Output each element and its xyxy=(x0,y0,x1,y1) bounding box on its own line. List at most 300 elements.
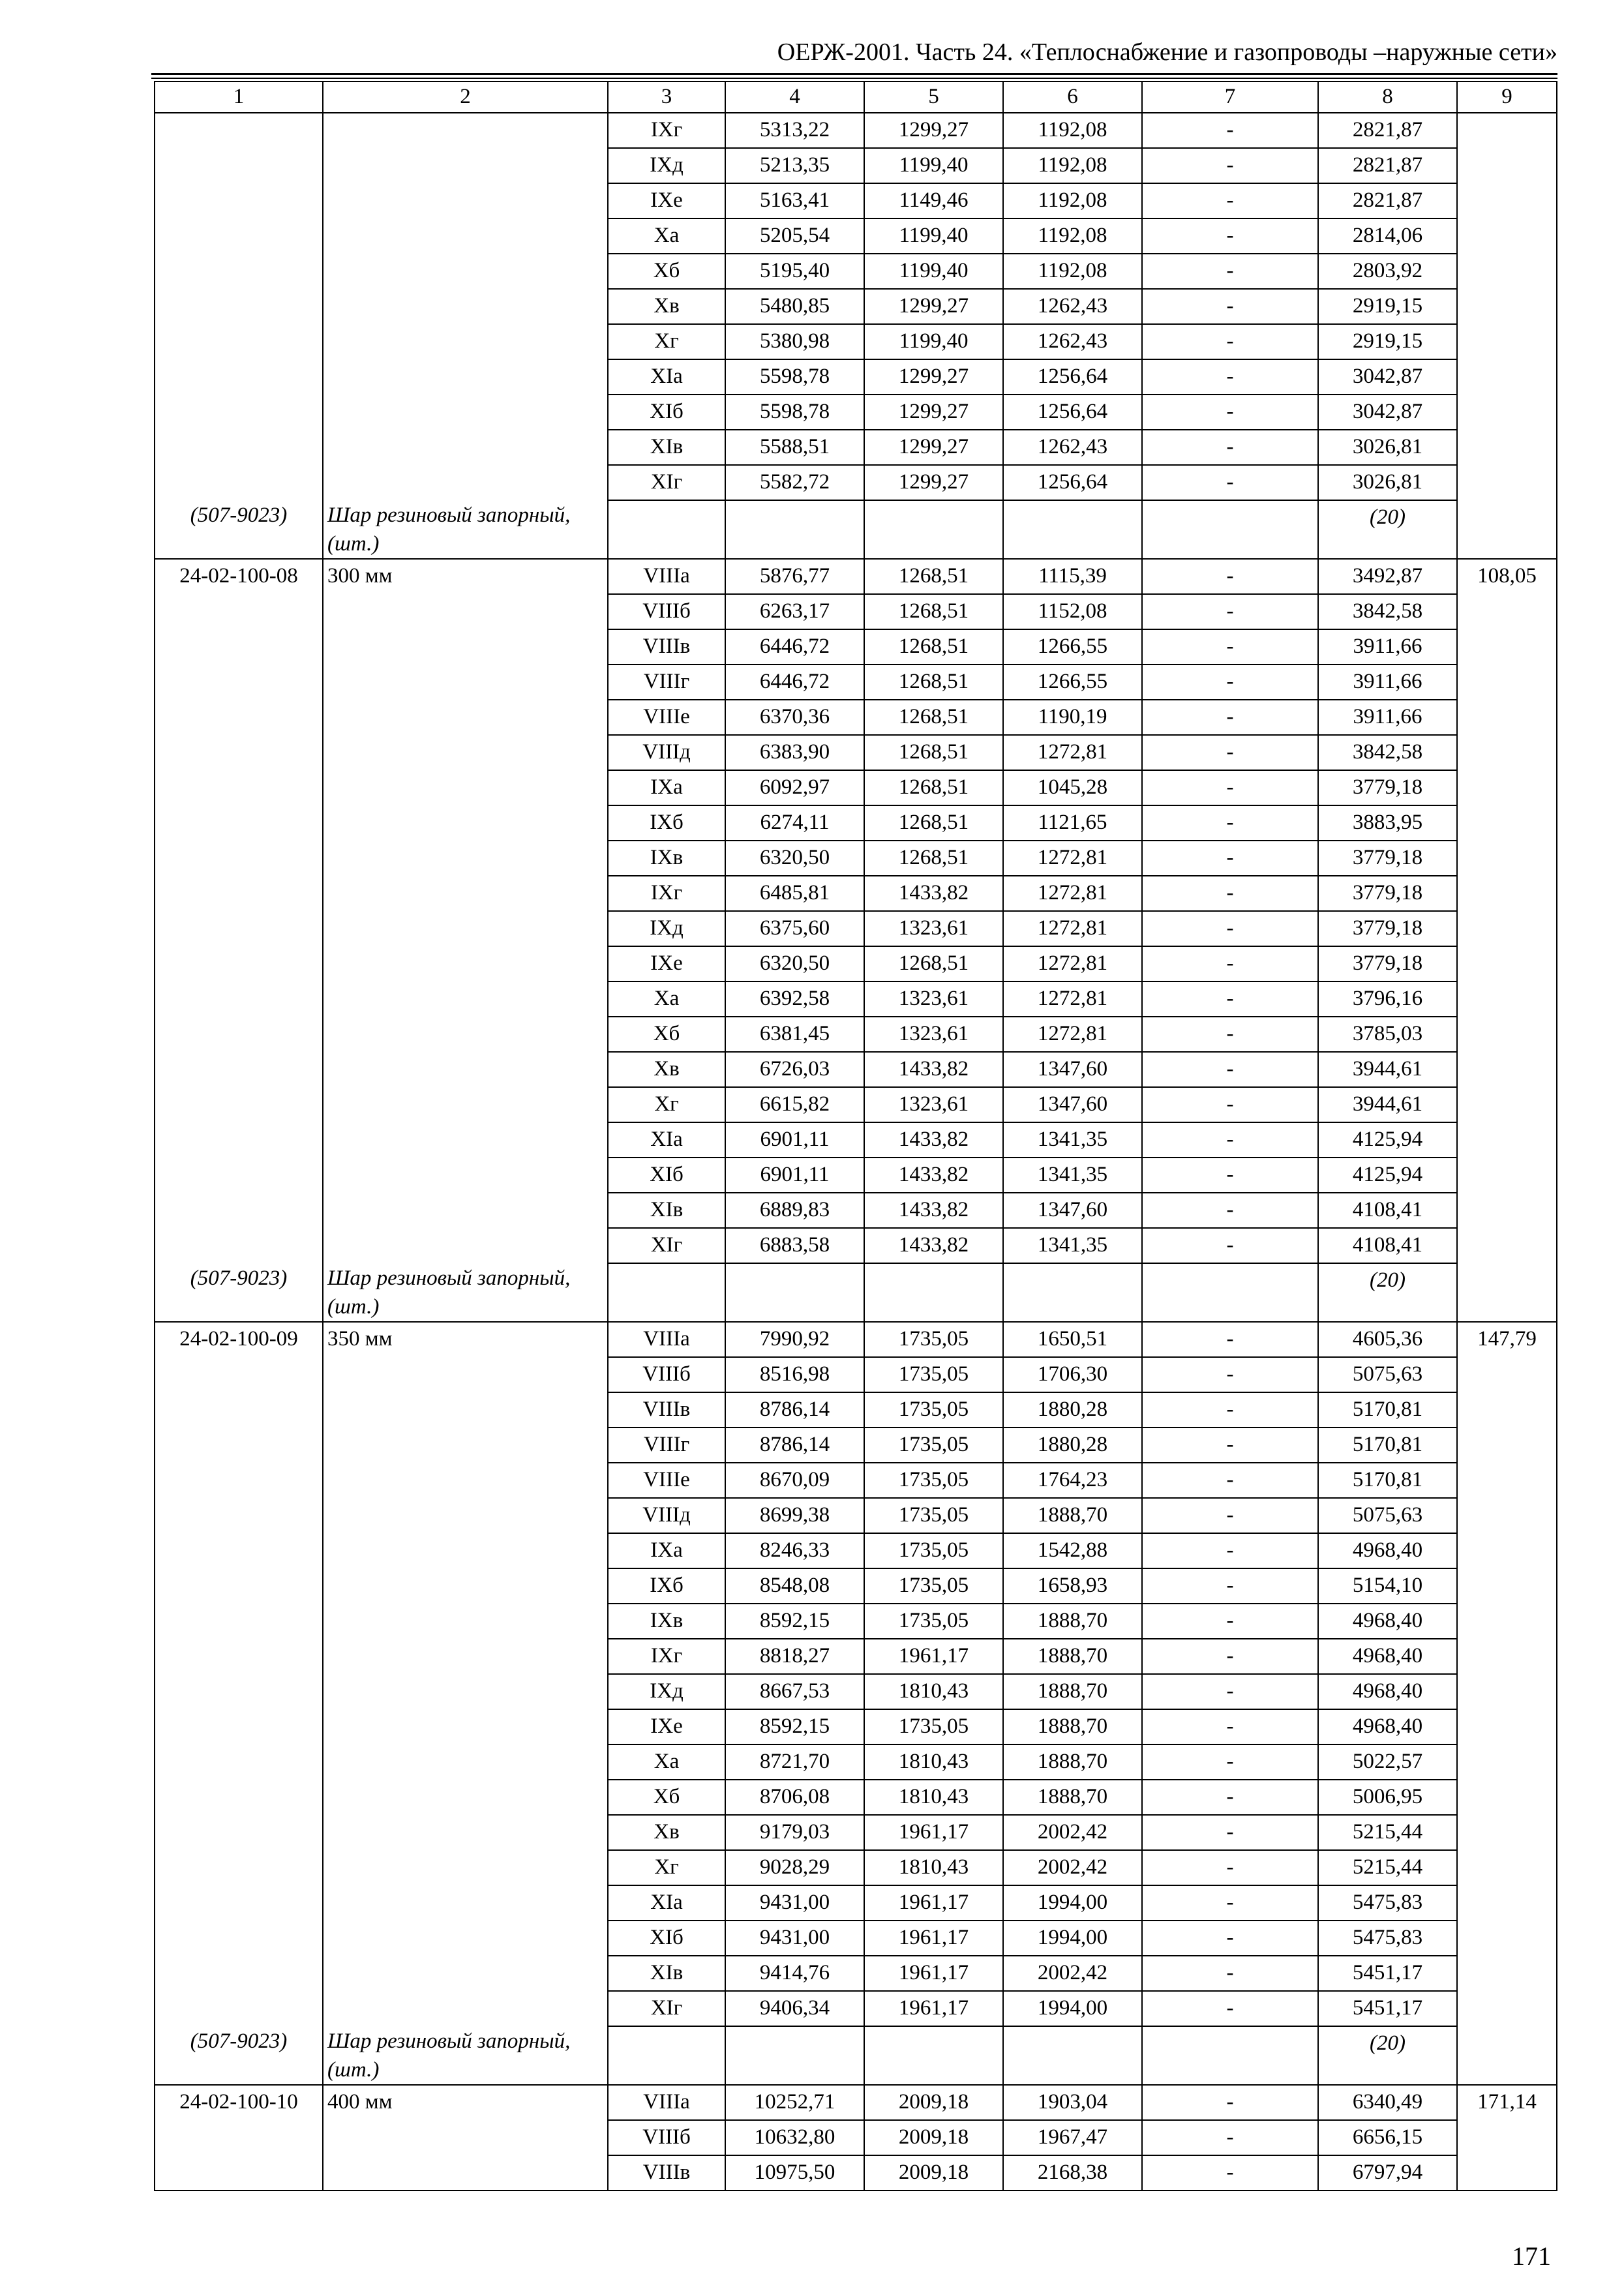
cell-col4: 10632,80 xyxy=(725,2120,864,2155)
cell-col7: - xyxy=(1142,113,1318,148)
cell-col6: 1347,60 xyxy=(1003,1193,1142,1228)
cell-col7: - xyxy=(1142,1850,1318,1885)
cell-col7: - xyxy=(1142,805,1318,841)
cell-col5: 1735,05 xyxy=(864,1568,1003,1604)
cell-col5: 1268,51 xyxy=(864,700,1003,735)
cell-col6: 1266,55 xyxy=(1003,629,1142,665)
cell-col8: 2919,15 xyxy=(1318,289,1457,324)
material-name: Шар резиновый запорный, (шт.) xyxy=(327,1266,571,1319)
cell-col6: 1272,81 xyxy=(1003,981,1142,1017)
cell-col6: 1192,08 xyxy=(1003,148,1142,183)
cell-col3: IXа xyxy=(608,770,725,805)
cell-col4: 5380,98 xyxy=(725,324,864,359)
cell-col8: 4605,36 xyxy=(1318,1322,1457,1357)
cell-col4: 6446,72 xyxy=(725,629,864,665)
cell-col5: 1268,51 xyxy=(864,665,1003,700)
cell-col5: 1961,17 xyxy=(864,1991,1003,2026)
cell-col4: 8246,33 xyxy=(725,1533,864,1568)
cell-col7: - xyxy=(1142,324,1318,359)
cell-col5: 1961,17 xyxy=(864,1885,1003,1921)
cell-col3: Xг xyxy=(608,1087,725,1122)
cell-col8: 4968,40 xyxy=(1318,1533,1457,1568)
item-name-cell xyxy=(323,1322,608,2085)
cell-col4: 9431,00 xyxy=(725,1921,864,1956)
cell-col3: IXе xyxy=(608,183,725,218)
cell-col8: 5075,63 xyxy=(1318,1357,1457,1392)
cell-col6: 1347,60 xyxy=(1003,1087,1142,1122)
cell-col4: 5876,77 xyxy=(725,559,864,594)
cell-col8: 5170,81 xyxy=(1318,1463,1457,1498)
col9-value xyxy=(1457,113,1557,559)
cell-col6: 1888,70 xyxy=(1003,1674,1142,1709)
material-qty-value: (20) xyxy=(1370,1268,1406,1292)
material-qty-value: (20) xyxy=(1370,505,1406,529)
cell-col7: - xyxy=(1142,1357,1318,1392)
table-row xyxy=(155,113,1557,148)
cell-col8: 3883,95 xyxy=(1318,805,1457,841)
cell-col8: 4108,41 xyxy=(1318,1228,1457,1263)
cell-col4: 6901,11 xyxy=(725,1158,864,1193)
cell-col5: 1433,82 xyxy=(864,1193,1003,1228)
cell-col6: 1341,35 xyxy=(1003,1158,1142,1193)
column-header-3: 3 xyxy=(608,82,725,113)
cell-col4: 8706,08 xyxy=(725,1780,864,1815)
cell-col7: - xyxy=(1142,2155,1318,2191)
cell-col8: 4968,40 xyxy=(1318,1604,1457,1639)
column-number-row xyxy=(155,82,1557,113)
cell-col3: VIIIд xyxy=(608,735,725,770)
cell-col8: 6656,15 xyxy=(1318,2120,1457,2155)
cell-col3: XIг xyxy=(608,1991,725,2026)
cell-col6: 1994,00 xyxy=(1003,1921,1142,1956)
item-code-cell xyxy=(155,559,323,1322)
cell-col8: 5006,95 xyxy=(1318,1780,1457,1815)
cell-col8: 3779,18 xyxy=(1318,770,1457,805)
cell-col3: VIIIб xyxy=(608,594,725,629)
cell-col8: 2821,87 xyxy=(1318,148,1457,183)
cell-col8: 3944,61 xyxy=(1318,1052,1457,1087)
cell-col4: 7990,92 xyxy=(725,1322,864,1357)
material-qty xyxy=(1318,2026,1457,2085)
cell-col7: - xyxy=(1142,1568,1318,1604)
cell-col3: VIIIе xyxy=(608,1463,725,1498)
cell-col7: - xyxy=(1142,1193,1318,1228)
cell-col5: 1433,82 xyxy=(864,1158,1003,1193)
cell-col6: 1706,30 xyxy=(1003,1357,1142,1392)
cell-col5: 1323,61 xyxy=(864,1017,1003,1052)
cell-col7: - xyxy=(1142,1604,1318,1639)
cell-col5: 1323,61 xyxy=(864,911,1003,946)
empty-cell xyxy=(864,2026,1003,2085)
cell-col6: 1903,04 xyxy=(1003,2085,1142,2120)
cell-col8: 3796,16 xyxy=(1318,981,1457,1017)
cell-col8: 3911,66 xyxy=(1318,665,1457,700)
column-header-4: 4 xyxy=(725,82,864,113)
cell-col3: VIIIв xyxy=(608,1392,725,1428)
cell-col8: 6797,94 xyxy=(1318,2155,1457,2191)
cell-col8: 3026,81 xyxy=(1318,465,1457,500)
cell-col5: 1268,51 xyxy=(864,946,1003,981)
cell-col6: 1880,28 xyxy=(1003,1392,1142,1428)
cell-col5: 2009,18 xyxy=(864,2155,1003,2191)
cell-col7: - xyxy=(1142,1463,1318,1498)
item-code-cell xyxy=(155,113,323,559)
cell-col3: XIб xyxy=(608,395,725,430)
cell-col4: 8548,08 xyxy=(725,1568,864,1604)
cell-col7: - xyxy=(1142,1322,1318,1357)
cell-col5: 1323,61 xyxy=(864,981,1003,1017)
cell-col7: - xyxy=(1142,1744,1318,1780)
material-code: (507-9023) xyxy=(190,2029,288,2053)
cell-col3: Xа xyxy=(608,981,725,1017)
cell-col6: 1658,93 xyxy=(1003,1568,1142,1604)
cell-col6: 1272,81 xyxy=(1003,911,1142,946)
cell-col5: 1199,40 xyxy=(864,324,1003,359)
empty-cell xyxy=(1003,2026,1142,2085)
empty-cell xyxy=(1142,2026,1318,2085)
table-body xyxy=(155,113,1557,2191)
cell-col6: 1888,70 xyxy=(1003,1780,1142,1815)
cell-col6: 1256,64 xyxy=(1003,395,1142,430)
cell-col7: - xyxy=(1142,148,1318,183)
cell-col3: IXб xyxy=(608,1568,725,1604)
cell-col7: - xyxy=(1142,254,1318,289)
cell-col4: 9414,76 xyxy=(725,1956,864,1991)
cell-col5: 1961,17 xyxy=(864,1815,1003,1850)
cell-col5: 1810,43 xyxy=(864,1744,1003,1780)
cell-col3: XIв xyxy=(608,1193,725,1228)
cell-col4: 10975,50 xyxy=(725,2155,864,2191)
cell-col8: 4968,40 xyxy=(1318,1674,1457,1709)
cell-col4: 5598,78 xyxy=(725,359,864,395)
cell-col4: 8516,98 xyxy=(725,1357,864,1392)
cell-col4: 5588,51 xyxy=(725,430,864,465)
cell-col3: XIб xyxy=(608,1921,725,1956)
cell-col5: 1735,05 xyxy=(864,1428,1003,1463)
cell-col4: 6485,81 xyxy=(725,876,864,911)
cell-col7: - xyxy=(1142,629,1318,665)
empty-cell xyxy=(725,1263,864,1322)
cell-col3: XIа xyxy=(608,359,725,395)
cell-col4: 8592,15 xyxy=(725,1604,864,1639)
cell-col7: - xyxy=(1142,1122,1318,1158)
cell-col8: 3026,81 xyxy=(1318,430,1457,465)
cell-col7: - xyxy=(1142,218,1318,254)
cell-col6: 2002,42 xyxy=(1003,1815,1142,1850)
cell-col4: 6320,50 xyxy=(725,946,864,981)
cell-col8: 3779,18 xyxy=(1318,841,1457,876)
cell-col4: 6320,50 xyxy=(725,841,864,876)
cell-col5: 1299,27 xyxy=(864,395,1003,430)
col9-value: 147,79 xyxy=(1457,1322,1557,2085)
empty-cell xyxy=(608,2026,725,2085)
cell-col8: 4125,94 xyxy=(1318,1158,1457,1193)
cell-col3: Xб xyxy=(608,1780,725,1815)
item-code: 24-02-100-09 xyxy=(179,1327,298,1351)
cell-col7: - xyxy=(1142,735,1318,770)
cell-col4: 9179,03 xyxy=(725,1815,864,1850)
cell-col5: 1810,43 xyxy=(864,1780,1003,1815)
cell-col7: - xyxy=(1142,1533,1318,1568)
cell-col4: 5163,41 xyxy=(725,183,864,218)
cell-col4: 6092,97 xyxy=(725,770,864,805)
page-number: 171 xyxy=(1512,2241,1551,2271)
cell-col7: - xyxy=(1142,1228,1318,1263)
cell-col4: 8721,70 xyxy=(725,1744,864,1780)
cell-col6: 1272,81 xyxy=(1003,946,1142,981)
cell-col7: - xyxy=(1142,1956,1318,1991)
cell-col6: 1880,28 xyxy=(1003,1428,1142,1463)
cell-col4: 8786,14 xyxy=(725,1428,864,1463)
cell-col4: 6615,82 xyxy=(725,1087,864,1122)
cell-col6: 2168,38 xyxy=(1003,2155,1142,2191)
cell-col5: 1299,27 xyxy=(864,113,1003,148)
cell-col6: 2002,42 xyxy=(1003,1850,1142,1885)
cell-col6: 1192,08 xyxy=(1003,183,1142,218)
item-code-cell xyxy=(155,1322,323,2085)
cell-col8: 5475,83 xyxy=(1318,1885,1457,1921)
cell-col3: IXе xyxy=(608,946,725,981)
cell-col4: 6901,11 xyxy=(725,1122,864,1158)
cell-col4: 6446,72 xyxy=(725,665,864,700)
cell-col7: - xyxy=(1142,2120,1318,2155)
cell-col4: 5582,72 xyxy=(725,465,864,500)
cell-col3: VIIIв xyxy=(608,2155,725,2191)
cell-col6: 1888,70 xyxy=(1003,1709,1142,1744)
column-header-2: 2 xyxy=(323,82,608,113)
cell-col7: - xyxy=(1142,876,1318,911)
cell-col4: 9406,34 xyxy=(725,1991,864,2026)
cell-col7: - xyxy=(1142,946,1318,981)
empty-cell xyxy=(1003,500,1142,559)
cell-col3: VIIIб xyxy=(608,1357,725,1392)
cell-col6: 1192,08 xyxy=(1003,254,1142,289)
cell-col3: VIIIг xyxy=(608,1428,725,1463)
cell-col3: XIг xyxy=(608,1228,725,1263)
cell-col8: 3944,61 xyxy=(1318,1087,1457,1122)
cell-col5: 1299,27 xyxy=(864,289,1003,324)
cell-col8: 3779,18 xyxy=(1318,946,1457,981)
cell-col4: 10252,71 xyxy=(725,2085,864,2120)
cell-col3: VIIIв xyxy=(608,629,725,665)
cell-col3: XIг xyxy=(608,465,725,500)
cell-col5: 1433,82 xyxy=(864,1228,1003,1263)
cell-col5: 1199,40 xyxy=(864,218,1003,254)
cell-col6: 1888,70 xyxy=(1003,1604,1142,1639)
cell-col6: 1967,47 xyxy=(1003,2120,1142,2155)
cell-col7: - xyxy=(1142,1991,1318,2026)
empty-cell xyxy=(608,500,725,559)
cell-col3: XIб xyxy=(608,1158,725,1193)
header-rule-thin xyxy=(151,78,1557,79)
cell-col4: 5213,35 xyxy=(725,148,864,183)
cell-col8: 5451,17 xyxy=(1318,1956,1457,1991)
cell-col6: 2002,42 xyxy=(1003,1956,1142,1991)
cell-col3: XIа xyxy=(608,1122,725,1158)
cell-col7: - xyxy=(1142,559,1318,594)
cell-col8: 6340,49 xyxy=(1318,2085,1457,2120)
item-name-cell xyxy=(323,559,608,1322)
item-name: 300 мм xyxy=(327,564,393,588)
material-code: (507-9023) xyxy=(190,1266,288,1290)
cell-col5: 1268,51 xyxy=(864,805,1003,841)
page-header: ОЕРЖ-2001. Часть 24. «Теплоснабжение и газопроводы –наружные сети» xyxy=(777,38,1557,66)
cell-col6: 1045,28 xyxy=(1003,770,1142,805)
cell-col6: 1650,51 xyxy=(1003,1322,1142,1357)
empty-cell xyxy=(608,1263,725,1322)
cell-col3: Xв xyxy=(608,1815,725,1850)
cell-col4: 8786,14 xyxy=(725,1392,864,1428)
cell-col4: 6883,58 xyxy=(725,1228,864,1263)
cell-col7: - xyxy=(1142,1674,1318,1709)
cell-col6: 1192,08 xyxy=(1003,218,1142,254)
cell-col7: - xyxy=(1142,700,1318,735)
cell-col5: 1268,51 xyxy=(864,559,1003,594)
cell-col3: IXа xyxy=(608,1533,725,1568)
cell-col6: 1262,43 xyxy=(1003,430,1142,465)
cell-col3: VIIIа xyxy=(608,559,725,594)
cell-col5: 1199,40 xyxy=(864,148,1003,183)
cell-col7: - xyxy=(1142,1815,1318,1850)
cell-col3: VIIIд xyxy=(608,1498,725,1533)
cell-col4: 8699,38 xyxy=(725,1498,864,1533)
column-header-5: 5 xyxy=(864,82,1003,113)
cell-col6: 1272,81 xyxy=(1003,876,1142,911)
cell-col4: 9028,29 xyxy=(725,1850,864,1885)
cell-col5: 1735,05 xyxy=(864,1604,1003,1639)
cell-col3: VIIIг xyxy=(608,665,725,700)
header-rule xyxy=(151,73,1557,75)
cell-col8: 3785,03 xyxy=(1318,1017,1457,1052)
cell-col5: 1810,43 xyxy=(864,1674,1003,1709)
cell-col8: 3042,87 xyxy=(1318,395,1457,430)
cell-col4: 8667,53 xyxy=(725,1674,864,1709)
cell-col6: 1272,81 xyxy=(1003,1017,1142,1052)
cell-col4: 8818,27 xyxy=(725,1639,864,1674)
cell-col7: - xyxy=(1142,1017,1318,1052)
cell-col3: Xа xyxy=(608,218,725,254)
cell-col8: 2821,87 xyxy=(1318,113,1457,148)
cell-col7: - xyxy=(1142,770,1318,805)
cell-col3: XIа xyxy=(608,1885,725,1921)
item-name: 400 мм xyxy=(327,2090,393,2114)
cell-col6: 1262,43 xyxy=(1003,324,1142,359)
column-header-6: 6 xyxy=(1003,82,1142,113)
cell-col7: - xyxy=(1142,911,1318,946)
cell-col7: - xyxy=(1142,1087,1318,1122)
item-name-cell xyxy=(323,113,608,559)
col9-value: 108,05 xyxy=(1457,559,1557,1322)
cell-col3: Xг xyxy=(608,324,725,359)
cell-col4: 6375,60 xyxy=(725,911,864,946)
empty-cell xyxy=(1142,1263,1318,1322)
table-row xyxy=(155,2085,1557,2120)
cell-col5: 1268,51 xyxy=(864,629,1003,665)
cell-col6: 1190,19 xyxy=(1003,700,1142,735)
cell-col3: XIв xyxy=(608,1956,725,1991)
cell-col3: IXв xyxy=(608,841,725,876)
material-name: Шар резиновый запорный, (шт.) xyxy=(327,2029,571,2082)
cell-col8: 5451,17 xyxy=(1318,1991,1457,2026)
column-header-1: 1 xyxy=(155,82,323,113)
cell-col3: Xв xyxy=(608,289,725,324)
cell-col6: 1888,70 xyxy=(1003,1639,1142,1674)
cell-col5: 1735,05 xyxy=(864,1709,1003,1744)
item-code-cell xyxy=(155,2085,323,2191)
cell-col7: - xyxy=(1142,2085,1318,2120)
cell-col7: - xyxy=(1142,1392,1318,1428)
cell-col3: Xб xyxy=(608,254,725,289)
cell-col8: 3911,66 xyxy=(1318,629,1457,665)
cell-col6: 1888,70 xyxy=(1003,1744,1142,1780)
cell-col7: - xyxy=(1142,289,1318,324)
cell-col5: 1268,51 xyxy=(864,594,1003,629)
cell-col3: IXв xyxy=(608,1604,725,1639)
cell-col5: 1735,05 xyxy=(864,1533,1003,1568)
cell-col3: IXд xyxy=(608,148,725,183)
cell-col5: 1268,51 xyxy=(864,841,1003,876)
cell-col4: 6392,58 xyxy=(725,981,864,1017)
table-row xyxy=(155,559,1557,594)
empty-cell xyxy=(725,2026,864,2085)
cell-col4: 5205,54 xyxy=(725,218,864,254)
cell-col4: 8592,15 xyxy=(725,1709,864,1744)
cell-col8: 3911,66 xyxy=(1318,700,1457,735)
cell-col4: 6381,45 xyxy=(725,1017,864,1052)
cell-col8: 2803,92 xyxy=(1318,254,1457,289)
cell-col6: 1994,00 xyxy=(1003,1991,1142,2026)
cell-col4: 6726,03 xyxy=(725,1052,864,1087)
cell-col7: - xyxy=(1142,981,1318,1017)
material-code: (507-9023) xyxy=(190,503,288,527)
cell-col5: 1323,61 xyxy=(864,1087,1003,1122)
item-name: 350 мм xyxy=(327,1327,393,1351)
cell-col4: 5313,22 xyxy=(725,113,864,148)
cell-col8: 3779,18 xyxy=(1318,911,1457,946)
empty-cell xyxy=(864,500,1003,559)
cell-col4: 5195,40 xyxy=(725,254,864,289)
item-code: 24-02-100-08 xyxy=(179,564,298,588)
cell-col6: 1764,23 xyxy=(1003,1463,1142,1498)
cell-col4: 6383,90 xyxy=(725,735,864,770)
cell-col7: - xyxy=(1142,1428,1318,1463)
cell-col8: 2814,06 xyxy=(1318,218,1457,254)
cell-col7: - xyxy=(1142,183,1318,218)
cell-col6: 1341,35 xyxy=(1003,1228,1142,1263)
cell-col6: 1266,55 xyxy=(1003,665,1142,700)
cell-col5: 1268,51 xyxy=(864,770,1003,805)
cell-col8: 5075,63 xyxy=(1318,1498,1457,1533)
cell-col8: 3779,18 xyxy=(1318,876,1457,911)
cell-col5: 1433,82 xyxy=(864,876,1003,911)
cell-col8: 2919,15 xyxy=(1318,324,1457,359)
cell-col7: - xyxy=(1142,1158,1318,1193)
cell-col6: 1542,88 xyxy=(1003,1533,1142,1568)
cell-col7: - xyxy=(1142,1639,1318,1674)
material-qty-value: (20) xyxy=(1370,2031,1406,2055)
table-row xyxy=(155,1322,1557,1357)
item-code: 24-02-100-10 xyxy=(179,2090,298,2114)
cell-col7: - xyxy=(1142,465,1318,500)
cell-col4: 8670,09 xyxy=(725,1463,864,1498)
cell-col3: IXд xyxy=(608,1674,725,1709)
cell-col5: 1961,17 xyxy=(864,1921,1003,1956)
cell-col5: 1735,05 xyxy=(864,1392,1003,1428)
cell-col7: - xyxy=(1142,430,1318,465)
cell-col7: - xyxy=(1142,1921,1318,1956)
material-qty xyxy=(1318,500,1457,559)
cell-col3: IXе xyxy=(608,1709,725,1744)
